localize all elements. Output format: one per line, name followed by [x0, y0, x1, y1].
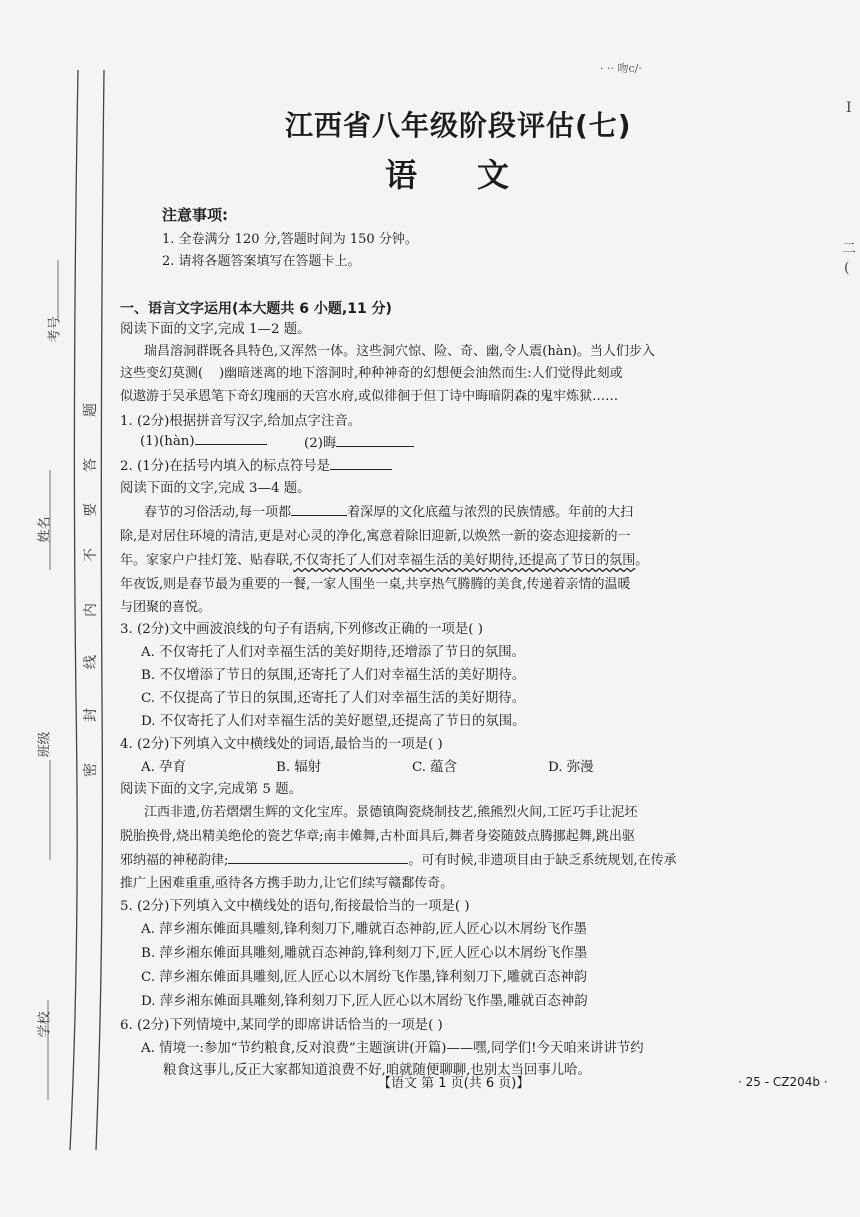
note-item: 1. 全卷满分 120 分,答题时间为 150 分钟。 [162, 232, 418, 247]
q3-option[interactable]: B. 不仅增添了节日的氛围,还寄托了人们对幸福生活的美好期待。 [141, 668, 526, 683]
edge-fragment: I [846, 100, 852, 116]
q6-option-a-cont: 粮食这事儿,反正大家都知道浪费不好,咱就随便聊聊,也别太当回事儿哈。 [163, 1063, 591, 1078]
seal-char: 不 [83, 548, 99, 562]
page-footer: 【语文 第 1 页(共 6 页)】 [378, 1076, 530, 1091]
passage-line: 除,是对居住环境的清洁,更是对心灵的净化,寓意着除旧迎新,以焕然一新的姿态迎接新的一 [120, 529, 631, 544]
question-3: 3. (2分)文中画波浪线的句子有语病,下列修改正确的一项是( ) [120, 622, 483, 637]
q3-option[interactable]: A. 不仅寄托了人们对幸福生活的美好期待,还增添了节日的氛围。 [141, 645, 525, 660]
q1-part-a-label: (1)(hàn) [140, 434, 195, 449]
seal-char: 答 [83, 458, 99, 472]
note-item: 2. 请将各题答案填写在答题卡上。 [162, 254, 361, 269]
passage-line: 与团聚的喜悦。 [120, 600, 212, 615]
binding-field-school: 学校 [37, 1011, 53, 1038]
edge-fragment: ( [844, 260, 850, 276]
q5-option[interactable]: A. 萍乡湘东傩面具雕刻,锋利刻刀下,雕就百态神韵,匠人匠心以木屑纷飞作墨 [141, 922, 588, 937]
q4-option[interactable]: A. 孕育 [141, 760, 186, 775]
section-heading: 一、语言文字运用(本大题共 6 小题,11 分) [120, 301, 392, 317]
question-6: 6. (2分)下列情境中,某同学的即席讲话恰当的一项是( ) [120, 1018, 443, 1033]
passage-fragment: 。可有时候,非遗项目由于缺乏系统规划,在传承 [408, 853, 677, 868]
passage-line: 脱胎换骨,烧出精美绝伦的瓷艺华章;南丰傩舞,古朴面具后,舞者身姿随鼓点腾挪起舞,跳出驱 [120, 829, 635, 844]
passage-fragment: 着深厚的文化底蕴与浓烈的民族情感。年前的大扫 [347, 505, 634, 520]
seal-char: 题 [83, 403, 99, 417]
answer-blank[interactable] [330, 457, 392, 470]
reading-intro: 阅读下面的文字,完成 3—4 题。 [120, 481, 311, 496]
q4-option[interactable]: C. 蕴含 [412, 760, 458, 775]
passage-line: 推广上困难重重,亟待各方携手助力,让它们续写赣鄱传奇。 [120, 876, 454, 891]
passage-fragment: 邪纳福的神秘韵律; [120, 853, 229, 868]
edge-fragment: 二 [842, 241, 856, 257]
passage-line [120, 362, 623, 381]
passage-blank [291, 503, 347, 516]
question-4: 4. (2分)下列填入文中横线处的词语,最恰当的一项是( ) [120, 737, 443, 752]
q3-option[interactable]: C. 不仅提高了节日的氛围,还寄托了人们对幸福生活的美好期待。 [141, 691, 526, 706]
question-5: 5. (2分)下列填入文中横线处的语句,衔接最恰当的一项是( ) [120, 899, 470, 914]
passage-line: 瑞昌溶洞群既各具特色,又浑然一体。这些洞穴惊、险、奇、幽,令人震(hàn)。当人们步入 [144, 344, 655, 359]
passage-fragment: )幽暗迷离的地下溶洞时,种种神奇的幻想便会油然而生:人们觉得此刻或 [219, 366, 623, 381]
q4-option[interactable]: D. 弥漫 [548, 760, 594, 775]
q5-option[interactable]: C. 萍乡湘东傩面具雕刻,匠人匠心以木屑纷飞作墨,锋利刻刀下,雕就百态神韵 [141, 970, 588, 985]
passage-line: 似遨游于吴承恩笔下奇幻瑰丽的天宫水府,或似徘徊于但丁诗中晦暗阴森的鬼牢炼狱…… [120, 389, 619, 404]
binding-field-class: 班级 [37, 731, 53, 758]
q3-option[interactable]: D. 不仅寄托了人们对幸福生活的美好愿望,还提高了节日的氛围。 [141, 714, 526, 729]
seal-char: 线 [83, 655, 99, 669]
question-2 [120, 455, 392, 474]
passage-line: 江西非遗,仿若熠熠生辉的文化宝库。景德镇陶瓷烧制技艺,熊熊烈火间,工匠巧手让泥坯 [144, 805, 638, 820]
binding-field-name: 姓名 [37, 516, 53, 543]
question-1: 1. (2分)根据拼音写汉字,给加点字注音。 [120, 414, 362, 429]
q6-option-a[interactable]: A. 情境一:参加“节约粮食,反对浪费”主题演讲(开篇)——嘿,同学们!今天咱来讲讲节约 [141, 1041, 644, 1056]
answer-blank[interactable] [336, 434, 414, 447]
subject-title: 语文 [385, 156, 570, 194]
seal-char: 封 [83, 708, 99, 722]
q1-part-a [140, 432, 267, 449]
seal-char: 要 [83, 503, 99, 517]
scribble: · ·· 吻c/· [600, 62, 642, 75]
seal-char: 内 [83, 603, 99, 617]
seal-char: 密 [83, 763, 99, 777]
exam-title: 江西省八年级阶段评估(七) [285, 109, 632, 142]
answer-blank[interactable] [195, 432, 267, 445]
question-2-text: 2. (1分)在括号内填入的标点符号是 [120, 459, 331, 474]
passage-line [120, 849, 677, 868]
passage-fragment: 这些变幻莫测( [120, 366, 204, 381]
passage-blank [228, 851, 408, 864]
q4-option[interactable]: B. 辐射 [276, 760, 322, 775]
reading-intro: 阅读下面的文字,完成 1—2 题。 [120, 322, 311, 337]
q5-option[interactable]: D. 萍乡湘东傩面具雕刻,锋利刻刀下,匠人匠心以木屑纷飞作墨,雕就百态神韵 [141, 994, 588, 1009]
reading-intro: 阅读下面的文字,完成第 5 题。 [120, 782, 302, 797]
binding-field-exam-no: 考号 [47, 316, 63, 343]
passage-fragment: 春节的习俗活动,每一项都 [144, 505, 292, 520]
q1-part-b [304, 432, 414, 451]
q5-option[interactable]: B. 萍乡湘东傩面具雕刻,雕就百态神韵,锋利刻刀下,匠人匠心以木屑纷飞作墨 [141, 946, 588, 961]
wavy-underlined-sentence: 不仅寄托了人们对幸福生活的美好期待,还提高了节日的氛围 [293, 553, 636, 568]
passage-fragment: 年。家家户户挂灯笼、贴春联, [120, 553, 294, 568]
passage-line [120, 549, 648, 568]
paper-code: · 25 - CZ204b · [738, 1075, 828, 1089]
passage-line [144, 501, 633, 520]
passage-fragment: 。 [635, 553, 649, 568]
q1-part-b-label: (2)晦 [304, 436, 337, 451]
passage-line: 年夜饭,则是春节最为重要的一餐,一家人围坐一桌,共享热气腾腾的美食,传递着亲情的温暖 [120, 577, 631, 592]
notes-heading: 注意事项: [162, 206, 228, 224]
